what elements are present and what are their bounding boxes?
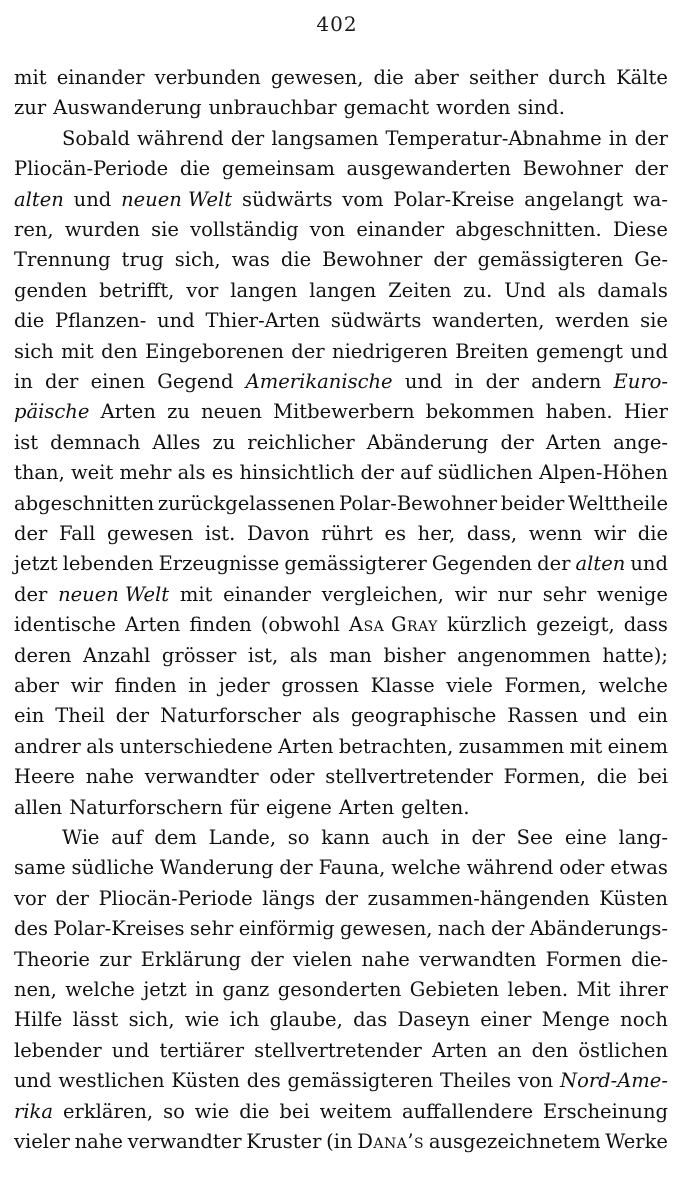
text-line: sich mit den Eingeborenen der niedrigeren Breiten gemengt und bbox=[14, 339, 668, 363]
text-line: Pliocän-Periode die gemeinsam ausgewanderten Bewohner der bbox=[14, 157, 668, 181]
text-line: in der einen Gegend Amerikanische und in der andern Euro- bbox=[14, 370, 668, 393]
text-line: vieler nahe verwandter Kruster (in Dana’s ausgezeichnetem Werke bbox=[14, 1130, 668, 1153]
text-line: päische Arten zu neuen Mitbewerbern bekommen haben. Hier bbox=[14, 400, 668, 424]
text-line: aber wir finden in jeder grossen Klasse viele Formen, welche bbox=[14, 674, 668, 697]
text-line: Trennung trug sich, was die Bewohner der gemässigteren Ge- bbox=[14, 248, 668, 272]
text-line: die Pflanzen- und Thier-Arten südwärts wanderten, werden sie bbox=[14, 309, 668, 333]
text-line: nen, welche jetzt in ganz gesonderten Gebieten leben. Mit ihrer bbox=[14, 978, 668, 1001]
text-line: Wie auf dem Lande, so kann auch in der See eine lang- bbox=[62, 826, 668, 849]
text-line: mit einander verbunden gewesen, die aber seither durch Kälte bbox=[14, 66, 668, 89]
page-number: 402 bbox=[316, 12, 358, 36]
text-line: Heere nahe verwandter oder stellvertretender Formen, die bei bbox=[14, 765, 668, 789]
text-line: identische Arten finden (obwohl Asa Gray kürzlich gezeigt, dass bbox=[14, 613, 668, 637]
text-line: des Polar-Kreises sehr einförmig gewesen, nach der Abänderungs- bbox=[14, 917, 668, 941]
text-line: ren, wurden sie vollständig von einander abgeschnitten. Diese bbox=[14, 218, 668, 241]
text-line: Theorie zur Erklärung der vielen nahe verwandten Formen die- bbox=[14, 947, 668, 971]
text-line: same südliche Wanderung der Fauna, welche während oder etwas bbox=[14, 856, 668, 880]
text-line: vor der Pliocän-Periode längs der zusammen-hängenden Küsten bbox=[14, 886, 668, 910]
text-line: Sobald während der langsamen Temperatur-Abnahme in der bbox=[62, 126, 668, 150]
text-line: der neuen Welt mit einander vergleichen, wir nur sehr wenige bbox=[14, 582, 668, 606]
text-line: genden betrifft, vor langen langen Zeiten zu. Und als damals bbox=[14, 278, 668, 302]
text-line: jetzt lebenden Erzeugnisse gemässigterer Gegenden der alten und bbox=[14, 552, 668, 576]
text-line: deren Anzahl grösser ist, als man bisher angenommen hatte); bbox=[14, 643, 668, 667]
text-line: andrer als unterschiedene Arten betrachten, zusammen mit einem bbox=[14, 734, 668, 758]
text-line: zur Auswanderung unbrauchbar gemacht worden sind. bbox=[14, 96, 565, 120]
text-line: und westlichen Küsten des gemässigteren Theiles von Nord-Ame- bbox=[14, 1069, 668, 1093]
text-line: allen Naturforschern für eigene Arten gelten. bbox=[14, 795, 470, 819]
text-line: ein Theil der Naturforscher als geographische Rassen und ein bbox=[14, 704, 668, 728]
text-line: der Fall gewesen ist. Davon rührt es her, dass, wenn wir die bbox=[14, 522, 668, 545]
text-line: abgeschnitten zurückgelassenen Polar-Bewohner beider Welttheile bbox=[14, 491, 668, 515]
text-line: ist demnach Alles zu reichlicher Abänderung der Arten ange- bbox=[14, 430, 668, 454]
text-line: than, weit mehr als es hinsichtlich der auf südlichen Alpen-Höhen bbox=[14, 461, 668, 485]
text-line: alten und neuen Welt südwärts vom Polar-Kreise angelangt wa- bbox=[14, 187, 668, 211]
text-line: rika erklären, so wie die bei weitem auffallendere Erscheinung bbox=[14, 1099, 668, 1123]
text-line: Hilfe lässt sich, wie ich glaube, das Daseyn einer Menge noch bbox=[14, 1008, 668, 1032]
text-line: lebender und tertiärer stellvertretender Arten an den östlichen bbox=[14, 1038, 668, 1062]
